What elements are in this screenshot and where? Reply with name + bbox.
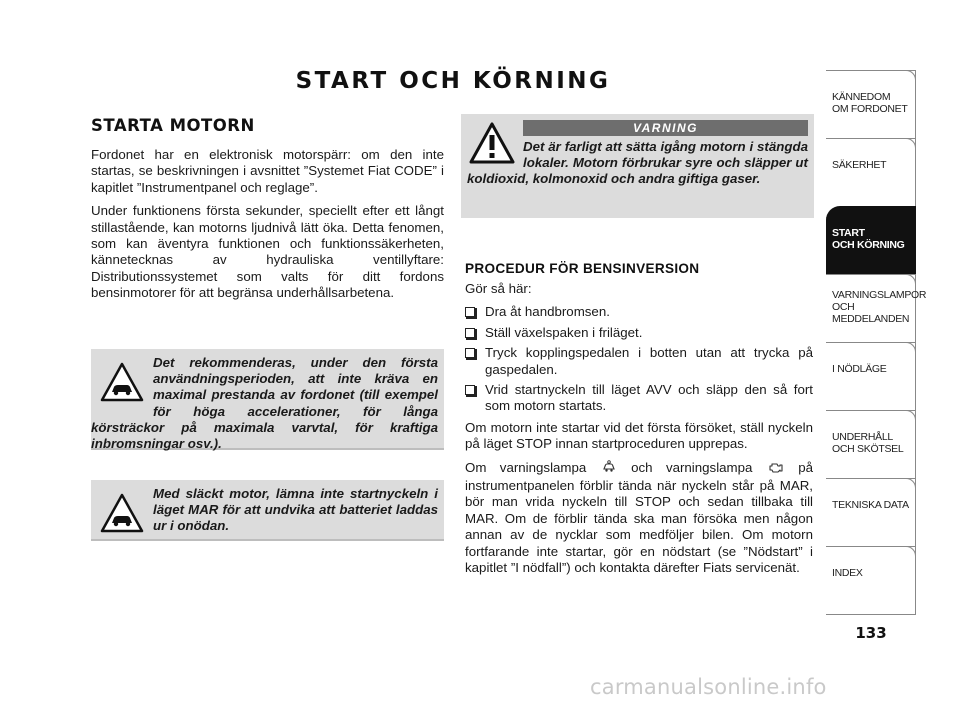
tab-underhall-och-skotsel[interactable]: UNDERHÅLL OCH SKÖTSEL xyxy=(826,410,916,478)
checkbox-bullet-icon xyxy=(465,307,475,317)
checkbox-bullet-icon xyxy=(465,385,475,395)
procedure-steps xyxy=(465,304,813,414)
list-item: Ställ växelspaken i friläget. xyxy=(465,325,813,341)
checkbox-bullet-icon xyxy=(465,328,475,338)
car-triangle-icon xyxy=(97,359,147,405)
warning-text: Det är farligt att sätta igång motorn i stängda lokaler. Motorn förbrukar syre och släpper ut koldioxid, kolmonoxid och andra giftiga gaser. xyxy=(467,139,808,187)
note-text-running-in: Det rekommenderas, under den första användningsperioden, att inte kräva en maximal prestanda av fordonet (till exempel för höga accelerationer, för långa körsträckor på maximala varvtal, för kraftiga inbromsningar osv.). xyxy=(91,355,438,452)
car-triangle-icon xyxy=(97,490,147,536)
note-box-running-in xyxy=(91,346,444,450)
tab-index[interactable]: INDEX xyxy=(826,546,916,614)
list-item: Tryck kopplingspedalen i botten utan att trycka på gaspedalen. xyxy=(465,345,813,378)
tab-sakerhet[interactable]: SÄKERHET xyxy=(826,138,916,206)
page-number: 133 xyxy=(855,624,887,642)
warning-label: VARNING xyxy=(523,120,808,136)
tab-kannedom-om-fordonet[interactable]: KÄNNEDOM OM FORDONET xyxy=(826,70,916,138)
engine-lamp-icon xyxy=(768,461,783,478)
tab-tekniska-data[interactable]: TEKNISKA DATA xyxy=(826,478,916,546)
chapter-sidebar xyxy=(826,70,927,615)
procedure-heading: PROCEDUR FÖR BENSINVERSION xyxy=(465,261,700,276)
note-box-ignition-key xyxy=(91,477,444,541)
section-heading-starta-motorn: STARTA MOTORN xyxy=(91,116,255,135)
tab-i-nodlage[interactable]: I NÖDLÄGE xyxy=(826,342,916,410)
page-title: START OCH KÖRNING xyxy=(295,68,611,94)
tab-start-och-korning[interactable]: START OCH KÖRNING xyxy=(826,206,916,274)
tab-varningslampor[interactable]: VARNINGSLAMPOR OCH MEDDELANDEN xyxy=(826,274,916,342)
checkbox-bullet-icon xyxy=(465,348,475,358)
paragraph-warning-lamps: Om varningslampa och varningslampa på instrumentpanelen förblir tända när nyckeln står på MAR, bör man vrida nyckeln till STOP och sedan tillbaka till MAR. Om de förblir tända ska man försöka men någon annan av de nycklar som medföljer bilen. Om motorn fortfarande inte startar, gör en nödstart (se ”Nödstart” i kapitlet ”I nödfall”) och kontakta därefter Fiats servicenät. xyxy=(465,459,814,576)
list-item: Dra åt handbromsen. xyxy=(465,304,813,320)
left-column xyxy=(91,116,444,309)
immobilizer-lamp-icon xyxy=(602,460,616,478)
sidebar-bottom-line xyxy=(826,614,916,615)
paragraph-hydraulic-tappets: Under funktionens första sekunder, speciellt efter ett långt stillastående, kan motorns ljudnivå lätt öka. Detta fenomen, som kan äventyra funktionen och funktionssäkerheten, kännetecknas av hydrauliska ventillyftare: Distributionssystemet som valts för ditt fordons bensinmotorer för att begränsa underhållsarbetena. xyxy=(91,203,444,301)
warning-box xyxy=(461,114,814,218)
right-column xyxy=(465,261,813,584)
procedure-intro: Gör så här: xyxy=(465,281,532,296)
paragraph-retry: Om motorn inte startar vid det första försöket, ställ nyckeln på läget STOP innan startproceduren upprepas. xyxy=(465,419,813,452)
paragraph-immobilizer: Fordonet har en elektronisk motorspärr: om den inte startas, se beskrivningen i avsnittet ”Systemet Fiat CODE” i kapitlet ”Instrumentpanel och reglage”. xyxy=(91,147,444,195)
watermark: carmanualsonline.info xyxy=(590,675,827,699)
list-item: Vrid startnyckeln till läget AVV och släpp den så fort som motorn startats. xyxy=(465,382,813,415)
note-text-ignition-key: Med släckt motor, lämna inte startnyckeln i läget MAR för att undvika att batteriet laddas ur i onödan. xyxy=(153,486,438,534)
exclamation-triangle-icon xyxy=(467,120,517,166)
